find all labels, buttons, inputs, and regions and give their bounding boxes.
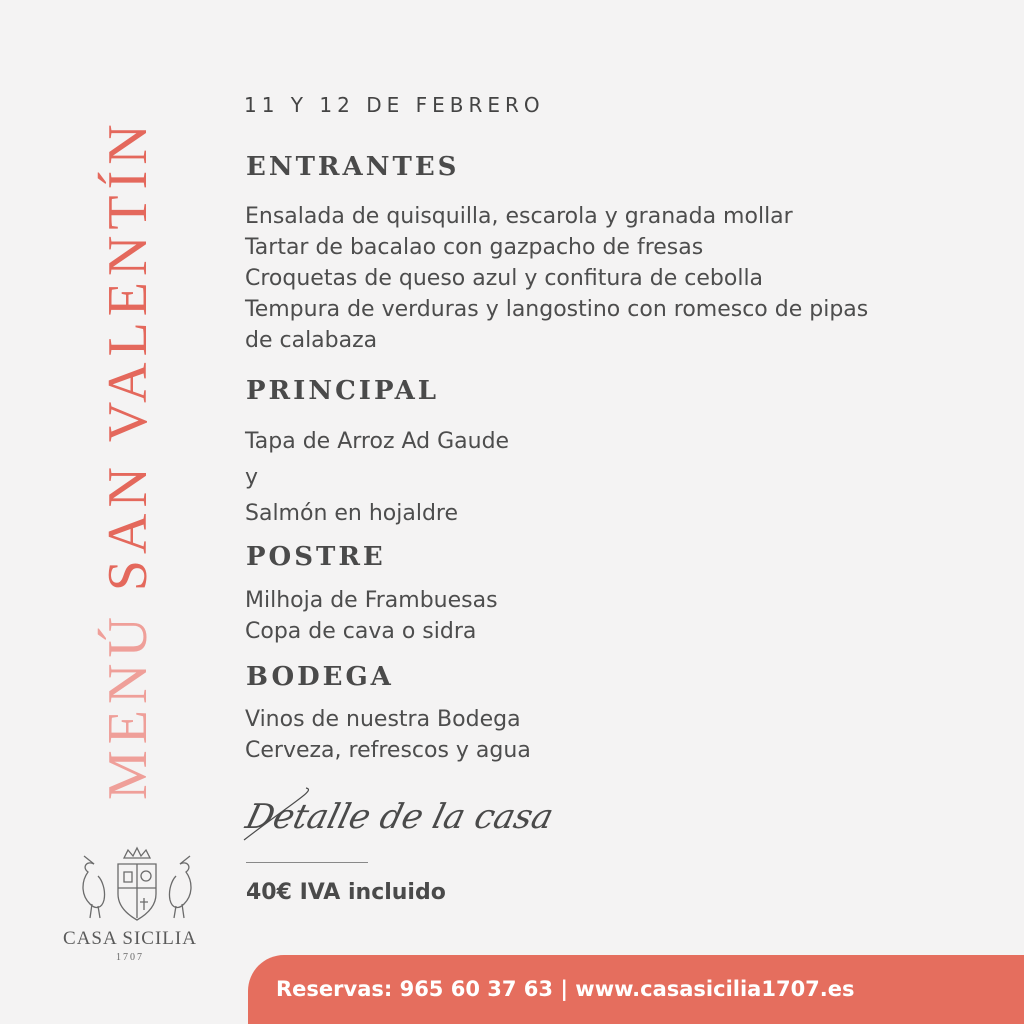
brand-year: 1707 xyxy=(116,952,144,963)
menu-item: Tapa de Arroz Ad Gaude xyxy=(245,429,510,454)
section-title-postre: POSTRE xyxy=(246,542,386,572)
section-title-bodega: BODEGA xyxy=(246,662,394,692)
menu-item: y xyxy=(245,465,259,490)
casa-sicilia-logo-icon xyxy=(72,846,202,926)
event-date: 11 Y 12 DE FEBRERO xyxy=(244,93,545,117)
section-items-principal xyxy=(245,424,509,532)
section-items-postre xyxy=(245,585,498,647)
reservations-contact[interactable]: Reservas: 965 60 37 63 | www.casasicilia1707.es xyxy=(276,977,855,1001)
section-title-principal: PRINCIPAL xyxy=(246,376,440,406)
menu-item: Tempura de verduras y langostino con romesco de pipas xyxy=(245,297,869,322)
menu-item: Cerveza, refrescos y agua xyxy=(245,738,531,763)
menu-item: Milhoja de Frambuesas xyxy=(245,588,498,613)
section-items-entrantes xyxy=(245,201,868,356)
detail-script-text: Detalle de la casa xyxy=(241,797,558,837)
menu-item: Salmón en hojaldre xyxy=(245,501,459,526)
menu-item: Copa de cava o sidra xyxy=(245,619,477,644)
menu-title xyxy=(97,90,159,800)
menu-item: de calabaza xyxy=(245,328,378,353)
price: 40€ IVA incluido xyxy=(246,880,446,905)
section-title-entrantes: ENTRANTES xyxy=(246,152,460,182)
menu-item: Ensalada de quisquilla, escarola y granada mollar xyxy=(245,204,793,229)
detail-script xyxy=(236,780,596,860)
brand-name: CASA SICILIA xyxy=(63,928,197,949)
divider xyxy=(246,862,368,863)
section-items-bodega xyxy=(245,704,531,766)
menu-item: Croquetas de queso azul y confitura de cebolla xyxy=(245,266,764,291)
menu-title-word1: MENÚ xyxy=(97,611,159,800)
menu-title-word2: SAN VALENTÍN xyxy=(97,118,159,592)
menu-item: Tartar de bacalao con gazpacho de fresas xyxy=(245,235,704,260)
menu-item: Vinos de nuestra Bodega xyxy=(245,707,521,732)
